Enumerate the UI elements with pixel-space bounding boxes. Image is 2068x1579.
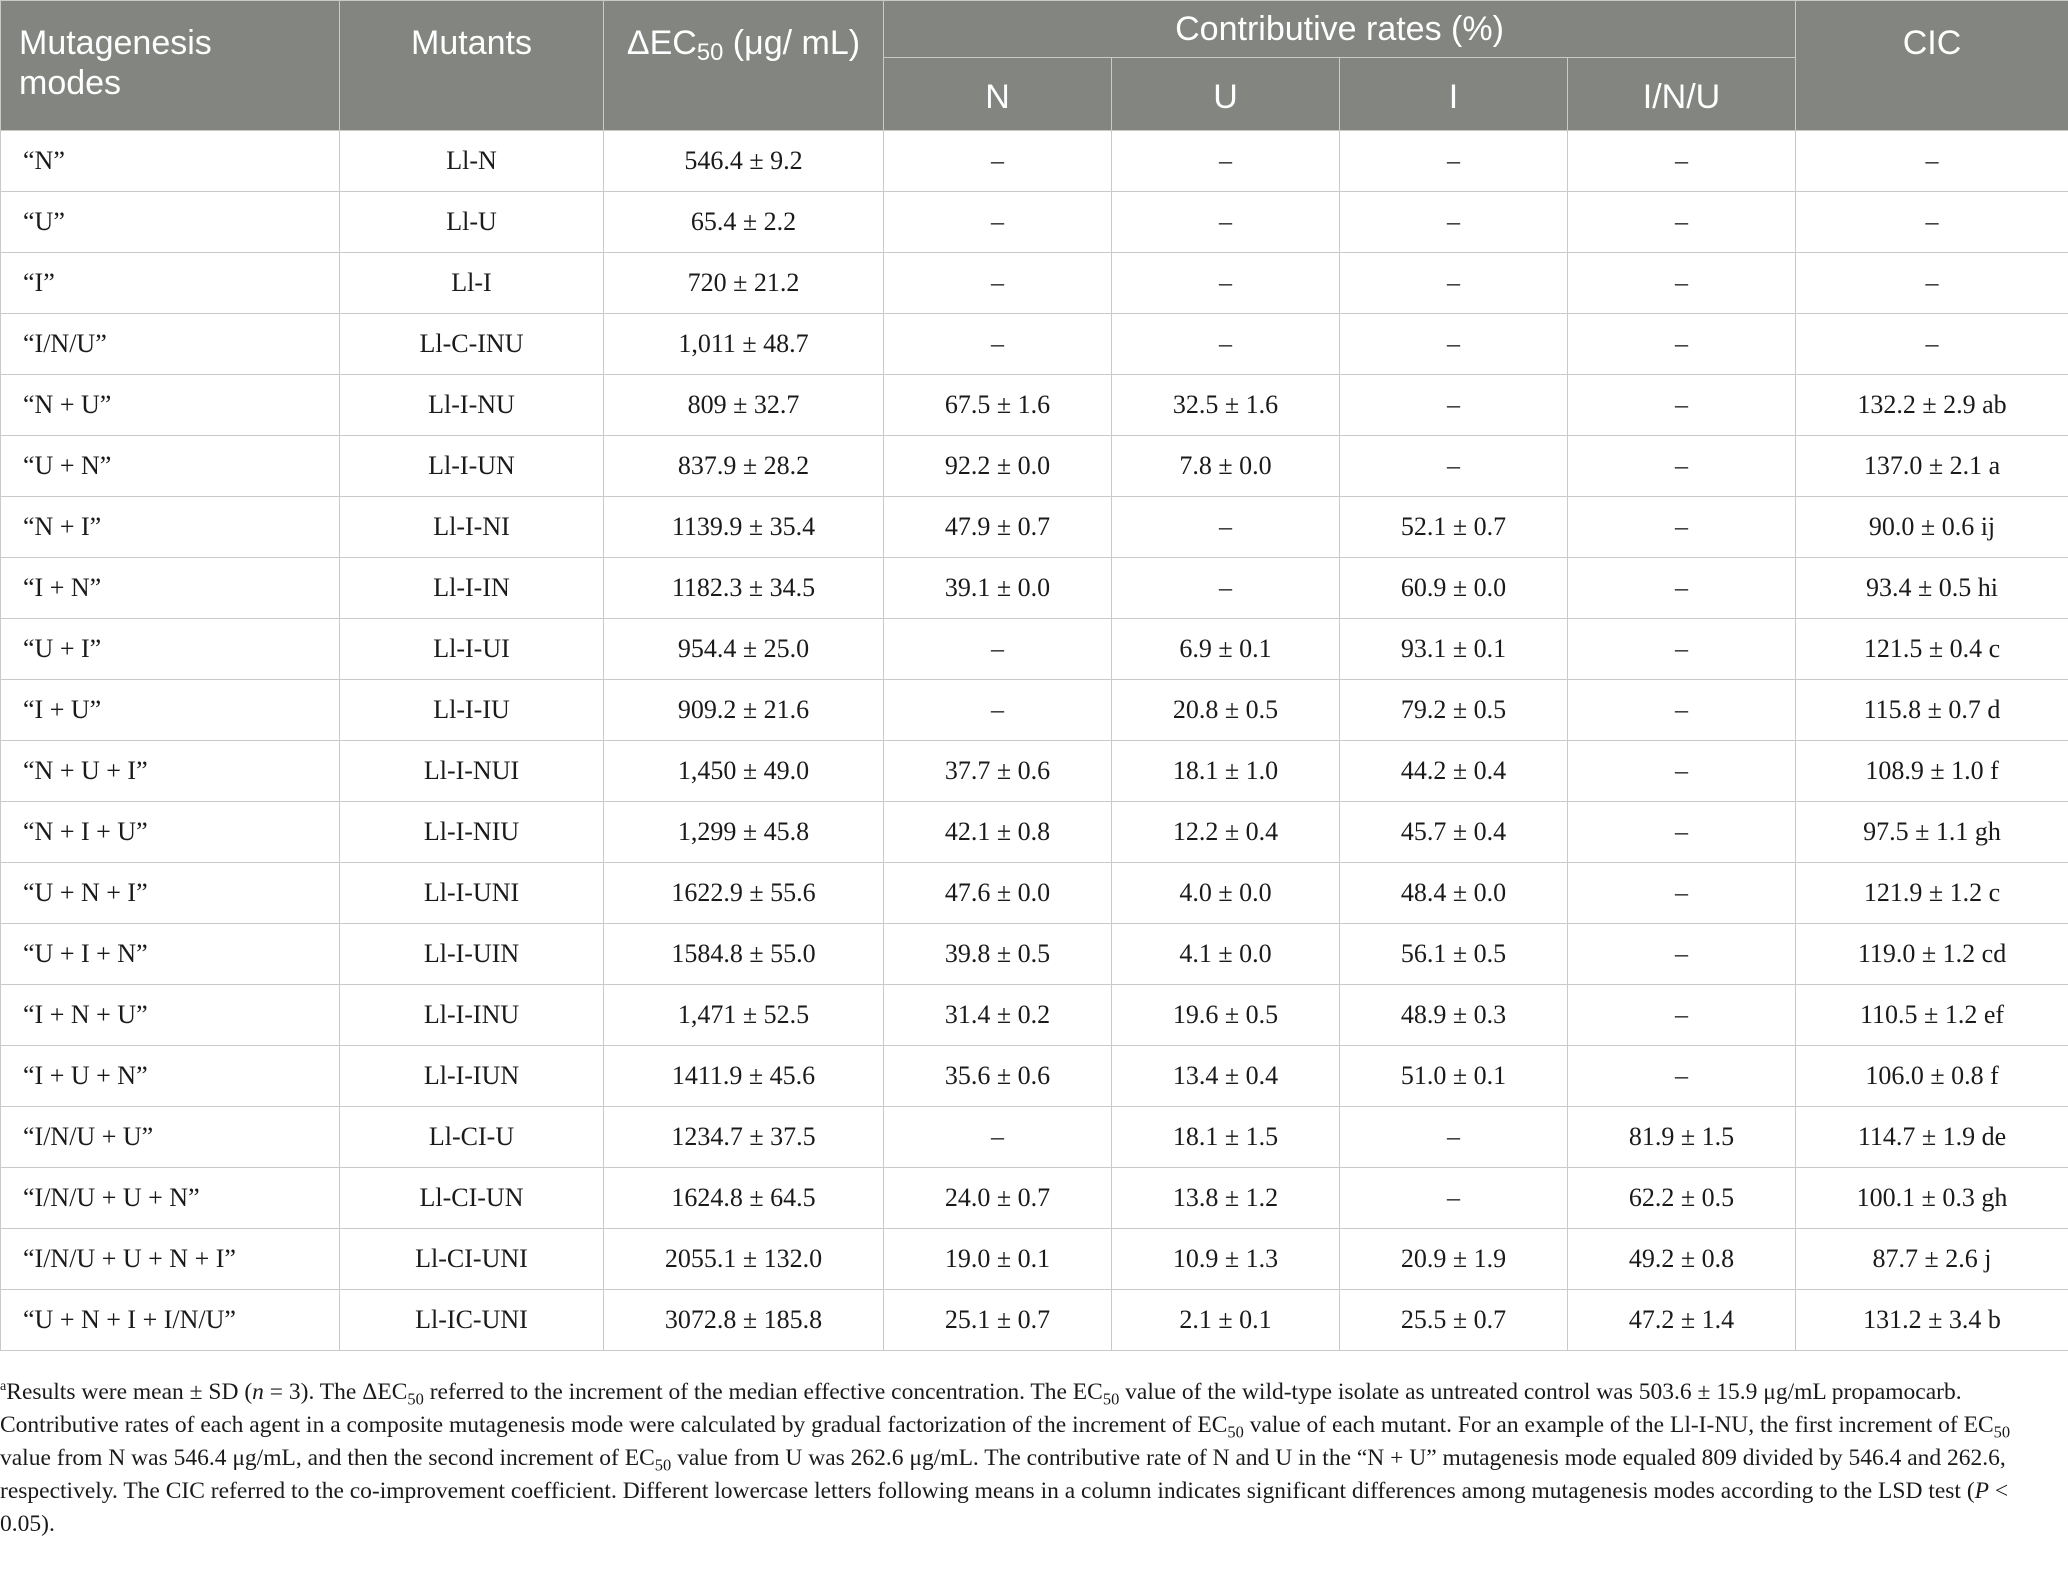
- cell-rate-n: 47.9 ± 0.7: [884, 497, 1112, 558]
- cell-rate-i: 45.7 ± 0.4: [1340, 802, 1568, 863]
- table-row: [1, 924, 2068, 985]
- cell-mode: “I”: [1, 253, 340, 314]
- cell-rate-i: –: [1340, 375, 1568, 436]
- table-row: [1, 497, 2068, 558]
- cell-rate-u: 10.9 ± 1.3: [1112, 1229, 1340, 1290]
- cell-mode: “N + I + U”: [1, 802, 340, 863]
- cell-rate-i: 48.4 ± 0.0: [1340, 863, 1568, 924]
- cell-rate-n: 31.4 ± 0.2: [884, 985, 1112, 1046]
- cell-rate-n: –: [884, 131, 1112, 192]
- cell-rate-u: 13.8 ± 1.2: [1112, 1168, 1340, 1229]
- cell-rate-inu: –: [1568, 375, 1796, 436]
- cell-rate-n: –: [884, 619, 1112, 680]
- cell-rate-u: –: [1112, 131, 1340, 192]
- cell-rate-n: –: [884, 1107, 1112, 1168]
- cell-rate-i: –: [1340, 1168, 1568, 1229]
- cell-rate-n: 42.1 ± 0.8: [884, 802, 1112, 863]
- footnote-marker: a: [0, 1378, 7, 1395]
- cell-mutant: Ll-I-INU: [340, 985, 604, 1046]
- cell-rate-n: 47.6 ± 0.0: [884, 863, 1112, 924]
- cell-rate-i: 52.1 ± 0.7: [1340, 497, 1568, 558]
- cell-cic: 110.5 ± 1.2 ef: [1796, 985, 2068, 1046]
- cell-cic: 121.9 ± 1.2 c: [1796, 863, 2068, 924]
- cell-rate-i: 48.9 ± 0.3: [1340, 985, 1568, 1046]
- cell-cic: 100.1 ± 0.3 gh: [1796, 1168, 2068, 1229]
- table-row: [1, 802, 2068, 863]
- cell-rate-inu: –: [1568, 1046, 1796, 1107]
- cell-rate-u: –: [1112, 497, 1340, 558]
- cell-mode: “U + N + I”: [1, 863, 340, 924]
- cell-mode: “I + U”: [1, 680, 340, 741]
- cell-rate-n: –: [884, 192, 1112, 253]
- cell-rate-inu: –: [1568, 558, 1796, 619]
- cell-rate-i: 20.9 ± 1.9: [1340, 1229, 1568, 1290]
- cell-rate-i: 60.9 ± 0.0: [1340, 558, 1568, 619]
- cell-delta-ec50: 1624.8 ± 64.5: [604, 1168, 884, 1229]
- table-row: [1, 436, 2068, 497]
- header-i: I: [1340, 58, 1568, 131]
- cell-rate-u: 6.9 ± 0.1: [1112, 619, 1340, 680]
- cell-rate-i: 93.1 ± 0.1: [1340, 619, 1568, 680]
- table-row: [1, 1168, 2068, 1229]
- cell-delta-ec50: 1622.9 ± 55.6: [604, 863, 884, 924]
- footnote-sub-4: 50: [1993, 1422, 2011, 1442]
- header-n: N: [884, 58, 1112, 131]
- cell-rate-i: –: [1340, 1107, 1568, 1168]
- cell-rate-inu: –: [1568, 619, 1796, 680]
- cell-rate-inu: 47.2 ± 1.4: [1568, 1290, 1796, 1351]
- cell-cic: 137.0 ± 2.1 a: [1796, 436, 2068, 497]
- table-row: [1, 253, 2068, 314]
- cell-cic: 106.0 ± 0.8 f: [1796, 1046, 2068, 1107]
- table-row: [1, 1107, 2068, 1168]
- cell-rate-i: –: [1340, 192, 1568, 253]
- cell-mode: “U + I”: [1, 619, 340, 680]
- cell-delta-ec50: 1234.7 ± 37.5: [604, 1107, 884, 1168]
- cell-mutant: Ll-C-INU: [340, 314, 604, 375]
- cell-cic: 115.8 ± 0.7 d: [1796, 680, 2068, 741]
- header-delta-ec-prefix: ΔEC: [626, 24, 697, 62]
- cell-rate-n: 35.6 ± 0.6: [884, 1046, 1112, 1107]
- footnote-text-5: value of each mutant. For an example of the Ll-I-NU, the first increment of EC: [1243, 1412, 1994, 1438]
- cell-rate-n: 19.0 ± 0.1: [884, 1229, 1112, 1290]
- cell-mode: “N + I”: [1, 497, 340, 558]
- cell-delta-ec50: 909.2 ± 21.6: [604, 680, 884, 741]
- cell-cic: 93.4 ± 0.5 hi: [1796, 558, 2068, 619]
- cell-rate-n: 92.2 ± 0.0: [884, 436, 1112, 497]
- cell-rate-u: 13.4 ± 0.4: [1112, 1046, 1340, 1107]
- cell-mutant: Ll-I-IUN: [340, 1046, 604, 1107]
- cell-mode: “U + N + I + I/N/U”: [1, 1290, 340, 1351]
- cell-mutant: Ll-U: [340, 192, 604, 253]
- cell-rate-i: –: [1340, 131, 1568, 192]
- cell-mode: “U + N”: [1, 436, 340, 497]
- table-row: [1, 375, 2068, 436]
- cell-rate-u: –: [1112, 314, 1340, 375]
- cell-mode: “N + U + I”: [1, 741, 340, 802]
- table-row: [1, 558, 2068, 619]
- cell-delta-ec50: 809 ± 32.7: [604, 375, 884, 436]
- cell-mutant: Ll-CI-UN: [340, 1168, 604, 1229]
- header-contributive-rates: Contributive rates (%): [884, 1, 1796, 58]
- cell-delta-ec50: 3072.8 ± 185.8: [604, 1290, 884, 1351]
- cell-delta-ec50: 954.4 ± 25.0: [604, 619, 884, 680]
- cell-delta-ec50: 1,450 ± 49.0: [604, 741, 884, 802]
- cell-mode: “I/N/U”: [1, 314, 340, 375]
- table-body: [1, 131, 2068, 1351]
- footnote-text-8: < 0.05).: [0, 1478, 2009, 1537]
- cell-rate-i: –: [1340, 314, 1568, 375]
- cell-rate-n: 37.7 ± 0.6: [884, 741, 1112, 802]
- cell-rate-inu: –: [1568, 253, 1796, 314]
- header-delta-ec-sub: 50: [696, 38, 724, 66]
- table-row: [1, 1046, 2068, 1107]
- table-row: [1, 985, 2068, 1046]
- cell-rate-n: –: [884, 680, 1112, 741]
- cell-cic: –: [1796, 192, 2068, 253]
- footnote-text-7: value from U was 262.6 μg/mL. The contributive rate of N and U in the “N + U” mutagenesis mode equaled 809 divided by 546.4 and 262.6, respectively. The CIC referred to the co-improvement coefficient. Different lowercase letters following means in a column indicates significant differences among mutagenesis modes according to the LSD test (: [0, 1445, 2006, 1504]
- cell-cic: 131.2 ± 3.4 b: [1796, 1290, 2068, 1351]
- footnote-sub-2: 50: [1102, 1389, 1120, 1409]
- cell-rate-n: 67.5 ± 1.6: [884, 375, 1112, 436]
- cell-mutant: Ll-CI-UNI: [340, 1229, 604, 1290]
- cell-rate-inu: –: [1568, 497, 1796, 558]
- cell-rate-i: –: [1340, 253, 1568, 314]
- footnote-text-2: = 3). The ΔEC: [263, 1379, 408, 1405]
- table-row: [1, 1229, 2068, 1290]
- cell-mutant: Ll-I: [340, 253, 604, 314]
- cell-delta-ec50: 1411.9 ± 45.6: [604, 1046, 884, 1107]
- cell-rate-i: –: [1340, 436, 1568, 497]
- footnote-sub-5: 50: [654, 1455, 672, 1475]
- cell-rate-n: 24.0 ± 0.7: [884, 1168, 1112, 1229]
- header-delta-ec-unit: (μg/ mL): [723, 24, 861, 62]
- cell-rate-n: 39.1 ± 0.0: [884, 558, 1112, 619]
- cell-cic: –: [1796, 314, 2068, 375]
- cell-rate-u: –: [1112, 558, 1340, 619]
- table-row: [1, 619, 2068, 680]
- cell-cic: 97.5 ± 1.1 gh: [1796, 802, 2068, 863]
- cell-rate-inu: –: [1568, 314, 1796, 375]
- cell-mutant: Ll-I-NU: [340, 375, 604, 436]
- table-row: [1, 192, 2068, 253]
- cell-rate-u: 12.2 ± 0.4: [1112, 802, 1340, 863]
- cell-mode: “I/N/U + U + N”: [1, 1168, 340, 1229]
- cell-delta-ec50: 720 ± 21.2: [604, 253, 884, 314]
- cell-rate-u: 4.0 ± 0.0: [1112, 863, 1340, 924]
- cell-delta-ec50: 1,011 ± 48.7: [604, 314, 884, 375]
- cell-mutant: Ll-I-UIN: [340, 924, 604, 985]
- cell-mutant: Ll-IC-UNI: [340, 1290, 604, 1351]
- cell-rate-n: –: [884, 253, 1112, 314]
- cell-mode: “U + I + N”: [1, 924, 340, 985]
- cell-delta-ec50: 1182.3 ± 34.5: [604, 558, 884, 619]
- cell-cic: 108.9 ± 1.0 f: [1796, 741, 2068, 802]
- footnote-n: n: [252, 1379, 264, 1405]
- cell-delta-ec50: 1,471 ± 52.5: [604, 985, 884, 1046]
- cell-rate-u: 4.1 ± 0.0: [1112, 924, 1340, 985]
- cell-mode: “I/N/U + U”: [1, 1107, 340, 1168]
- cell-rate-u: 20.8 ± 0.5: [1112, 680, 1340, 741]
- cell-rate-inu: –: [1568, 192, 1796, 253]
- footnote-p: P: [1974, 1478, 1990, 1504]
- footnote-text-1: Results were mean ± SD (: [6, 1379, 253, 1405]
- cell-rate-inu: –: [1568, 131, 1796, 192]
- cell-mode: “I + N”: [1, 558, 340, 619]
- cell-mode: “I + U + N”: [1, 1046, 340, 1107]
- table-row: [1, 741, 2068, 802]
- header-mutants: Mutants: [340, 1, 604, 131]
- cell-cic: 132.2 ± 2.9 ab: [1796, 375, 2068, 436]
- header-inu: I/N/U: [1568, 58, 1796, 131]
- table-row: [1, 131, 2068, 192]
- cell-mutant: Ll-I-NIU: [340, 802, 604, 863]
- cell-rate-i: 51.0 ± 0.1: [1340, 1046, 1568, 1107]
- cell-mode: “U”: [1, 192, 340, 253]
- cell-rate-u: –: [1112, 192, 1340, 253]
- cell-cic: –: [1796, 131, 2068, 192]
- footnote-text-6: value from N was 546.4 μg/mL, and then the second increment of EC: [0, 1445, 655, 1471]
- cell-rate-u: –: [1112, 253, 1340, 314]
- cell-delta-ec50: 1584.8 ± 55.0: [604, 924, 884, 985]
- cell-mode: “N”: [1, 131, 340, 192]
- cell-rate-i: 44.2 ± 0.4: [1340, 741, 1568, 802]
- cell-rate-n: 39.8 ± 0.5: [884, 924, 1112, 985]
- cell-mutant: Ll-I-IU: [340, 680, 604, 741]
- table-row: [1, 863, 2068, 924]
- cell-mutant: Ll-I-UN: [340, 436, 604, 497]
- footnote-sub-1: 50: [407, 1389, 424, 1409]
- footnote-text-3: referred to the increment of the median effective concentration. The EC: [423, 1379, 1103, 1405]
- table-row: [1, 314, 2068, 375]
- cell-rate-n: 25.1 ± 0.7: [884, 1290, 1112, 1351]
- cell-rate-inu: –: [1568, 863, 1796, 924]
- cell-rate-u: 18.1 ± 1.0: [1112, 741, 1340, 802]
- cell-delta-ec50: 2055.1 ± 132.0: [604, 1229, 884, 1290]
- cell-cic: 119.0 ± 1.2 cd: [1796, 924, 2068, 985]
- cell-rate-inu: –: [1568, 924, 1796, 985]
- cell-mutant: Ll-I-UI: [340, 619, 604, 680]
- cell-rate-u: 32.5 ± 1.6: [1112, 375, 1340, 436]
- cell-rate-u: 2.1 ± 0.1: [1112, 1290, 1340, 1351]
- cell-mode: “N + U”: [1, 375, 340, 436]
- footnote-text-4: value of the wild-type isolate as untreated control was 503.6 ± 15.9 μg/mL propamocarb. Contributive rates of each agent in a composite mutagenesis mode were calculated by gradual factorization of the increment of EC: [0, 1379, 1962, 1438]
- cell-rate-i: 25.5 ± 0.7: [1340, 1290, 1568, 1351]
- cell-delta-ec50: 837.9 ± 28.2: [604, 436, 884, 497]
- cell-cic: –: [1796, 253, 2068, 314]
- cell-rate-inu: –: [1568, 802, 1796, 863]
- cell-rate-u: 18.1 ± 1.5: [1112, 1107, 1340, 1168]
- cell-delta-ec50: 546.4 ± 9.2: [604, 131, 884, 192]
- cell-rate-i: 56.1 ± 0.5: [1340, 924, 1568, 985]
- cell-delta-ec50: 1,299 ± 45.8: [604, 802, 884, 863]
- footnote-sub-3: 50: [1227, 1422, 1244, 1442]
- table-footnote: [0, 1376, 2050, 1541]
- cell-rate-i: 79.2 ± 0.5: [1340, 680, 1568, 741]
- cell-mutant: Ll-I-NUI: [340, 741, 604, 802]
- cell-rate-inu: 81.9 ± 1.5: [1568, 1107, 1796, 1168]
- cell-cic: 87.7 ± 2.6 j: [1796, 1229, 2068, 1290]
- cell-cic: 121.5 ± 0.4 c: [1796, 619, 2068, 680]
- table-row: [1, 1290, 2068, 1351]
- cell-mutant: Ll-I-IN: [340, 558, 604, 619]
- cell-rate-u: 7.8 ± 0.0: [1112, 436, 1340, 497]
- cell-mutant: Ll-N: [340, 131, 604, 192]
- cell-rate-inu: –: [1568, 985, 1796, 1046]
- cell-mode: “I/N/U + U + N + I”: [1, 1229, 340, 1290]
- header-delta-ec50: [604, 1, 884, 131]
- cell-cic: 90.0 ± 0.6 ij: [1796, 497, 2068, 558]
- cell-delta-ec50: 1139.9 ± 35.4: [604, 497, 884, 558]
- cell-rate-inu: –: [1568, 741, 1796, 802]
- header-u: U: [1112, 58, 1340, 131]
- cell-rate-n: –: [884, 314, 1112, 375]
- cell-rate-inu: 62.2 ± 0.5: [1568, 1168, 1796, 1229]
- header-cic: CIC: [1796, 1, 2068, 131]
- cell-mutant: Ll-I-NI: [340, 497, 604, 558]
- header-mutagenesis-modes: Mutagenesis modes: [1, 1, 340, 131]
- cell-rate-inu: –: [1568, 680, 1796, 741]
- cell-rate-u: 19.6 ± 0.5: [1112, 985, 1340, 1046]
- table-row: [1, 680, 2068, 741]
- cell-rate-inu: 49.2 ± 0.8: [1568, 1229, 1796, 1290]
- cell-delta-ec50: 65.4 ± 2.2: [604, 192, 884, 253]
- cell-mutant: Ll-CI-U: [340, 1107, 604, 1168]
- cell-rate-inu: –: [1568, 436, 1796, 497]
- cell-mutant: Ll-I-UNI: [340, 863, 604, 924]
- cell-mode: “I + N + U”: [1, 985, 340, 1046]
- cell-cic: 114.7 ± 1.9 de: [1796, 1107, 2068, 1168]
